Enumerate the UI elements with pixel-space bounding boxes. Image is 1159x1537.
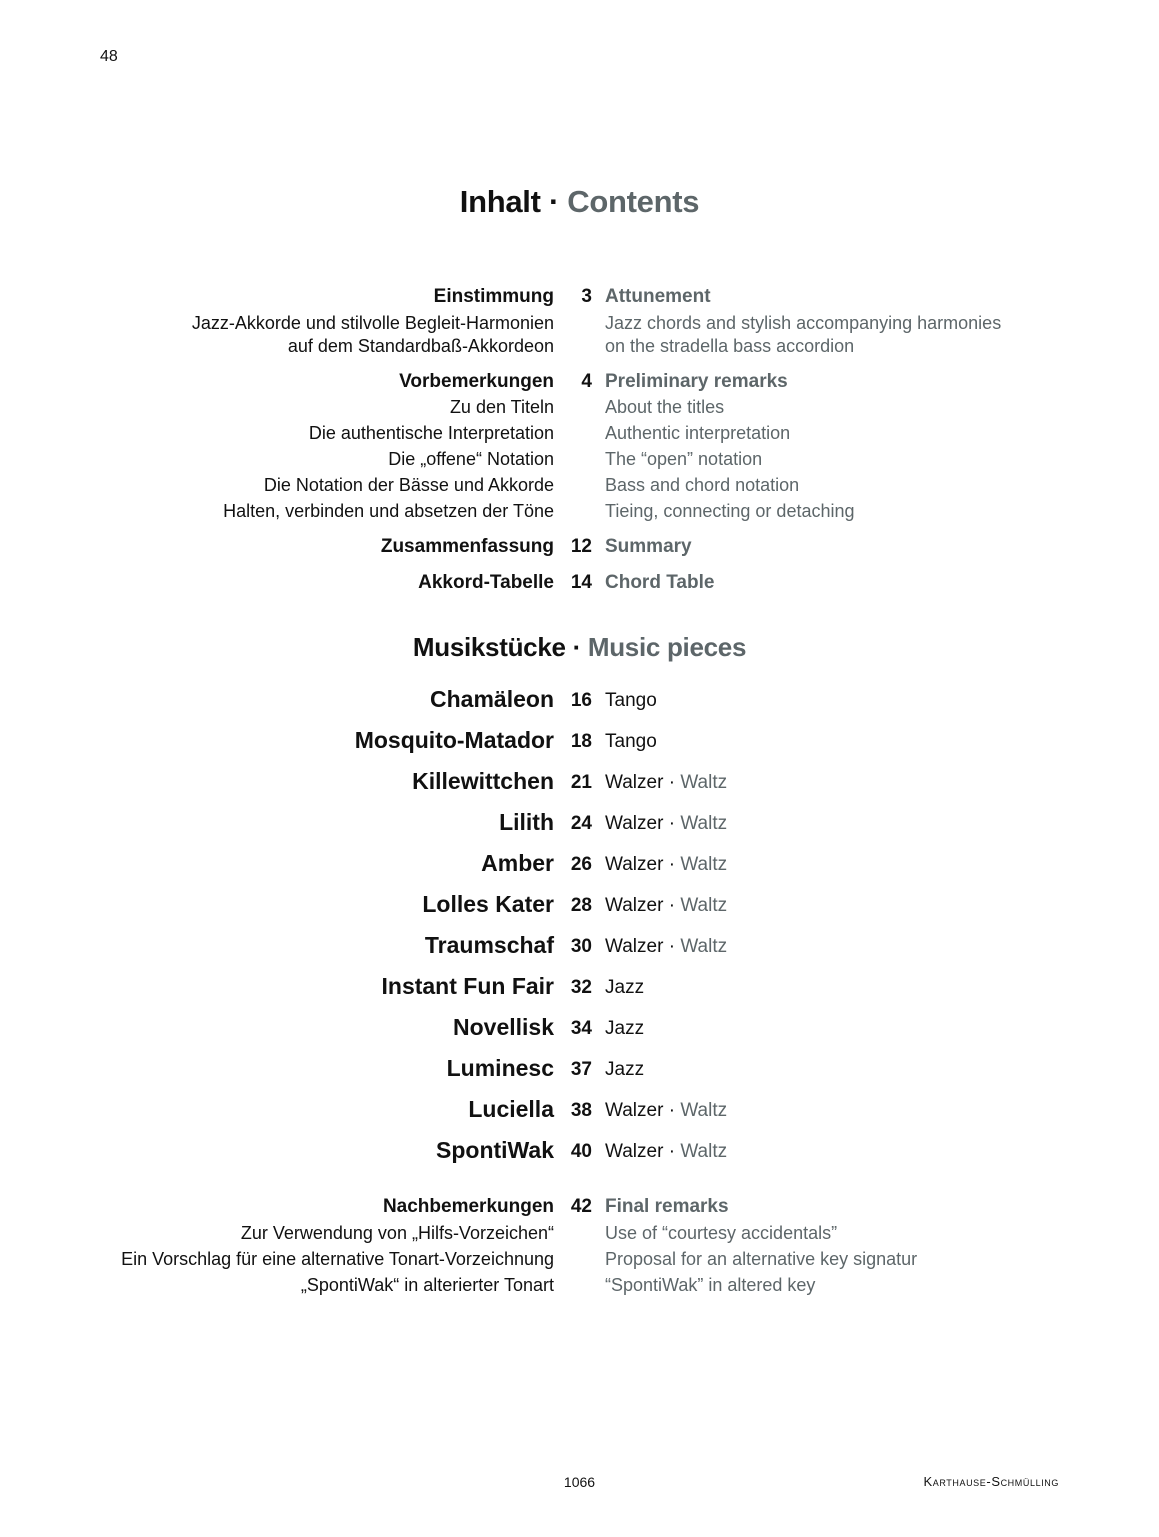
piece-title: Traumschaf bbox=[424, 932, 554, 958]
page-title bbox=[0, 184, 1159, 220]
piece-style-de: Walzer bbox=[605, 813, 664, 834]
music-title-separator: · bbox=[565, 632, 588, 662]
subsection-de: Halten, verbinden und absetzen der Töne bbox=[223, 501, 554, 521]
subsection-en: Bass and chord notation bbox=[605, 475, 800, 495]
piece-style bbox=[605, 895, 727, 917]
subsection-en: Authentic interpretation bbox=[605, 423, 791, 443]
piece-page-number: 32 bbox=[570, 977, 592, 998]
piece-title: Novellisk bbox=[453, 1014, 554, 1040]
piece-page-number: 40 bbox=[570, 1141, 592, 1162]
title-en: Contents bbox=[567, 184, 700, 219]
page-number: 48 bbox=[100, 48, 118, 65]
piece-style bbox=[605, 690, 657, 712]
piece-style-separator: · bbox=[663, 936, 681, 957]
piece-title: Amber bbox=[481, 850, 554, 876]
section-page-number: 3 bbox=[581, 286, 592, 307]
subsection-de: auf dem Standardbaß-Akkordeon bbox=[287, 336, 554, 356]
piece-style-en: Waltz bbox=[680, 1141, 728, 1162]
piece-title: Instant Fun Fair bbox=[381, 973, 554, 999]
piece-title: SpontiWak bbox=[436, 1137, 554, 1163]
title-separator: · bbox=[540, 184, 568, 219]
subsection-de: Ein Vorschlag für eine alternative Tonart-Vorzeichnung bbox=[121, 1249, 554, 1269]
piece-title: Killewittchen bbox=[412, 768, 554, 794]
catalog-number: 1066 bbox=[563, 1474, 596, 1490]
music-title-en: Music pieces bbox=[587, 632, 747, 662]
subsection-en: About the titles bbox=[605, 397, 725, 417]
subsection-de: Zur Verwendung von „Hilfs-Vorzeichen“ bbox=[240, 1223, 554, 1243]
subsection-en: Use of “courtesy accidentals” bbox=[605, 1223, 838, 1243]
piece-style bbox=[605, 731, 657, 753]
piece-style-en: Waltz bbox=[680, 772, 728, 793]
piece-style bbox=[605, 1100, 727, 1122]
piece-page-number: 28 bbox=[570, 895, 592, 916]
piece-style-de: Walzer bbox=[605, 936, 664, 957]
piece-style bbox=[605, 936, 727, 958]
piece-title: Luminesc bbox=[446, 1055, 554, 1081]
piece-style-separator: · bbox=[663, 895, 681, 916]
subsection-de: Die Notation der Bässe und Akkorde bbox=[263, 475, 554, 495]
section-title-de: Akkord-Tabelle bbox=[418, 572, 554, 593]
piece-style-de: Tango bbox=[605, 690, 657, 711]
publisher-name: Karthause-Schmülling bbox=[923, 1474, 1059, 1489]
section-title-de: Zusammenfassung bbox=[380, 536, 554, 557]
piece-style-separator: · bbox=[663, 813, 681, 834]
piece-page-number: 34 bbox=[570, 1018, 592, 1039]
piece-style bbox=[605, 1059, 644, 1081]
piece-page-number: 38 bbox=[570, 1100, 592, 1121]
piece-style bbox=[605, 1141, 727, 1163]
subsection-de: „SpontiWak“ in alterierter Tonart bbox=[300, 1275, 554, 1295]
subsection-en: on the stradella bass accordion bbox=[605, 336, 855, 356]
piece-title: Lolles Kater bbox=[422, 891, 554, 917]
piece-style bbox=[605, 977, 644, 999]
subsection-en: Jazz chords and stylish accompanying harmonies bbox=[605, 313, 1002, 333]
piece-title: Chamäleon bbox=[430, 686, 554, 712]
section-title-de: Nachbemerkungen bbox=[382, 1196, 554, 1217]
piece-page-number: 26 bbox=[570, 854, 592, 875]
piece-style-en: Waltz bbox=[680, 1100, 728, 1121]
subsection-en: The “open” notation bbox=[605, 449, 763, 469]
piece-style-separator: · bbox=[663, 854, 681, 875]
piece-style bbox=[605, 813, 727, 835]
piece-page-number: 24 bbox=[570, 813, 592, 834]
piece-page-number: 16 bbox=[570, 690, 592, 711]
piece-style-en: Waltz bbox=[680, 854, 728, 875]
piece-style bbox=[605, 1018, 644, 1040]
piece-style-en: Waltz bbox=[680, 895, 728, 916]
subsection-de: Zu den Titeln bbox=[449, 397, 554, 417]
music-pieces-title bbox=[0, 632, 1159, 663]
section-title-en: Chord Table bbox=[605, 572, 715, 593]
section-page-number: 14 bbox=[570, 572, 592, 593]
section-title-en: Summary bbox=[605, 536, 692, 557]
subsection-en: Tieing, connecting or detaching bbox=[605, 501, 855, 521]
music-title-de: Musikstücke bbox=[412, 632, 566, 662]
piece-style-en: Waltz bbox=[680, 813, 728, 834]
piece-style-de: Jazz bbox=[605, 1018, 645, 1039]
section-page-number: 12 bbox=[570, 536, 592, 557]
section-page-number: 4 bbox=[581, 371, 592, 392]
piece-style-de: Walzer bbox=[605, 895, 664, 916]
piece-page-number: 21 bbox=[570, 772, 592, 793]
piece-style-de: Jazz bbox=[605, 977, 645, 998]
piece-style-de: Tango bbox=[605, 731, 657, 752]
piece-style-de: Jazz bbox=[605, 1059, 645, 1080]
piece-style-en: Waltz bbox=[680, 936, 728, 957]
subsection-de: Die authentische Interpretation bbox=[308, 423, 554, 443]
piece-style-separator: · bbox=[663, 1141, 681, 1162]
section-title-en: Attunement bbox=[605, 286, 711, 307]
piece-title: Mosquito-Matador bbox=[354, 727, 554, 753]
subsection-de: Jazz-Akkorde und stilvolle Begleit-Harmonien bbox=[191, 313, 554, 333]
section-title-de: Einstimmung bbox=[433, 286, 554, 307]
piece-style-de: Walzer bbox=[605, 772, 664, 793]
piece-page-number: 18 bbox=[570, 731, 592, 752]
subsection-de: Die „offene“ Notation bbox=[388, 449, 554, 469]
piece-style-de: Walzer bbox=[605, 854, 664, 875]
piece-title: Luciella bbox=[468, 1096, 554, 1122]
subsection-en: Proposal for an alternative key signatur bbox=[605, 1249, 918, 1269]
section-title-de: Vorbemerkungen bbox=[399, 371, 554, 392]
piece-style-de: Walzer bbox=[605, 1141, 664, 1162]
piece-style bbox=[605, 772, 727, 794]
subsection-en: “SpontiWak” in altered key bbox=[605, 1275, 816, 1295]
piece-page-number: 30 bbox=[570, 936, 592, 957]
piece-title: Lilith bbox=[499, 809, 554, 835]
piece-style bbox=[605, 854, 727, 876]
title-de: Inhalt bbox=[459, 184, 541, 219]
section-title-en: Preliminary remarks bbox=[605, 371, 788, 392]
section-title-en: Final remarks bbox=[605, 1196, 729, 1217]
piece-style-separator: · bbox=[663, 1100, 681, 1121]
piece-style-de: Walzer bbox=[605, 1100, 664, 1121]
piece-style-separator: · bbox=[663, 772, 681, 793]
section-page-number: 42 bbox=[570, 1196, 592, 1217]
piece-page-number: 37 bbox=[570, 1059, 592, 1080]
